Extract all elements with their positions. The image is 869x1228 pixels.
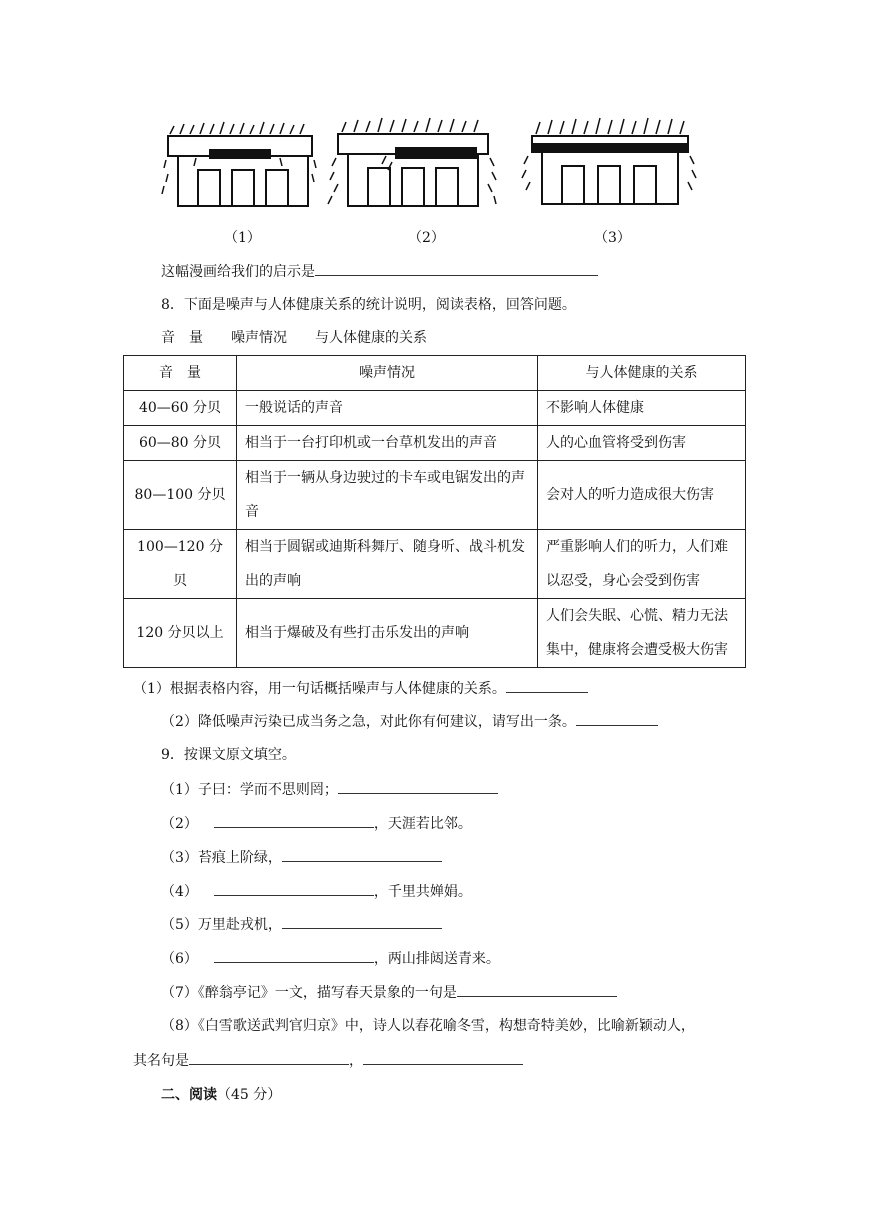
item-number: （5） — [161, 917, 198, 933]
section-2-heading — [161, 1085, 281, 1105]
fill-item-1 — [161, 779, 498, 800]
table-cell-volume: 100—120 分贝 — [124, 530, 237, 599]
table-cell-situation: 相当于圆锯或迪斯科舞厅、随身听、战斗机发出的声响 — [237, 530, 538, 599]
fill-item-6 — [161, 948, 500, 969]
fill-item-4 — [161, 881, 472, 902]
table-row — [124, 426, 746, 461]
figure-caption-2: （2） — [408, 230, 445, 246]
table-row — [124, 461, 746, 530]
question-8-intro: 8．下面是噪声与人体健康关系的统计说明，阅读表格，回答问题。 — [161, 297, 576, 313]
item-text: 子曰：学而不思则罔； — [197, 782, 338, 798]
question-8-subtitle: 音 量 噪声情况 与人体健康的关系 — [161, 330, 427, 346]
noise-health-table — [123, 355, 746, 668]
item-text: ，天涯若比邻。 — [373, 816, 472, 832]
table-cell-situation: 相当于一台打印机或一台草机发出的声音 — [237, 426, 538, 461]
item-number: （2） — [161, 816, 198, 832]
answer-blank[interactable] — [282, 847, 442, 862]
item-text: 其名句是 — [133, 1053, 189, 1069]
fill-item-7 — [161, 982, 617, 1003]
table-row — [124, 599, 746, 668]
cartoon-question — [161, 261, 598, 282]
item-number: （1） — [161, 782, 198, 798]
answer-blank[interactable] — [506, 678, 588, 693]
comma: ， — [349, 1053, 363, 1069]
item-text: 《醉翁亭记》一文，描写春天景象的一句是 — [197, 985, 457, 1001]
fill-item-5 — [161, 914, 442, 935]
table-header-cell: 与人体健康的关系 — [538, 356, 746, 391]
section-score: （45 分） — [217, 1087, 282, 1103]
table-cell-effect: 会对人的听力造成很大伤害 — [538, 461, 746, 530]
table-header-row — [124, 356, 746, 391]
table-cell-effect: 人的心血管将受到伤害 — [538, 426, 746, 461]
table-cell-situation: 一般说话的声音 — [237, 391, 538, 426]
item-number: （6） — [161, 951, 198, 967]
question-8-sub-2 — [161, 711, 658, 732]
figure-caption-1: （1） — [224, 230, 261, 246]
figure-caption-3: （3） — [594, 230, 631, 246]
cartoon-house-2 — [326, 112, 498, 212]
fill-item-8 — [161, 1016, 695, 1036]
table-cell-effect: 严重影响人们的听力，人们难以忍受，身心会受到伤害 — [538, 530, 746, 599]
question-9-intro: 9．按课文原文填空。 — [161, 747, 296, 763]
sub-question-text: （1）根据表格内容，用一句话概括噪声与人体健康的关系。 — [133, 681, 506, 697]
table-row — [124, 530, 746, 599]
answer-blank[interactable] — [189, 1050, 349, 1065]
item-text: 万里赴戎机， — [197, 917, 282, 933]
answer-blank[interactable] — [576, 711, 658, 726]
answer-blank[interactable] — [282, 914, 442, 929]
sub-question-text: （2）降低噪声污染已成当务之急，对此你有何建议，请写出一条。 — [161, 714, 576, 730]
item-number: （7） — [161, 985, 198, 1001]
item-text: ，两山排闼送青来。 — [373, 951, 500, 967]
table-cell-effect: 不影响人体健康 — [538, 391, 746, 426]
fill-item-8-continued — [133, 1050, 523, 1071]
answer-blank[interactable] — [457, 982, 617, 997]
fill-item-3 — [161, 847, 442, 868]
fill-item-2 — [161, 813, 472, 834]
table-cell-effect: 人们会失眠、心慌、精力无法集中，健康将会遭受极大伤害 — [538, 599, 746, 668]
answer-blank[interactable] — [363, 1050, 523, 1065]
table-cell-volume: 40—60 分贝 — [124, 391, 237, 426]
answer-blank[interactable] — [214, 813, 374, 828]
table-cell-situation: 相当于爆破及有些打击乐发出的声响 — [237, 599, 538, 668]
table-cell-volume: 80—100 分贝 — [124, 461, 237, 530]
table-cell-volume: 120 分贝以上 — [124, 599, 237, 668]
cartoon-house-3 — [518, 112, 700, 212]
item-text: 《白雪歌送武判官归京》中，诗人以春花喻冬雪，构想奇特美妙，比喻新颖动人， — [197, 1018, 695, 1034]
item-number: （4） — [161, 884, 198, 900]
table-header-cell: 噪声情况 — [237, 356, 538, 391]
item-number: （8） — [161, 1018, 198, 1034]
question-8-sub-1 — [133, 678, 588, 699]
answer-blank[interactable] — [338, 779, 498, 794]
table-header-cell: 音 量 — [124, 356, 237, 391]
answer-blank[interactable] — [315, 261, 598, 276]
table-cell-situation: 相当于一辆从身边驶过的卡车或电锯发出的声音 — [237, 461, 538, 530]
item-text: 苔痕上阶绿， — [197, 850, 282, 866]
cartoon-question-text: 这幅漫画给我们的启示是 — [161, 264, 315, 280]
item-text: ，千里共婵娟。 — [373, 884, 472, 900]
section-title: 二、阅读 — [161, 1087, 217, 1103]
item-number: （3） — [161, 850, 198, 866]
table-row — [124, 391, 746, 426]
answer-blank[interactable] — [214, 948, 374, 963]
answer-blank[interactable] — [214, 881, 374, 896]
table-cell-volume: 60—80 分贝 — [124, 426, 237, 461]
cartoon-house-1 — [160, 118, 320, 213]
